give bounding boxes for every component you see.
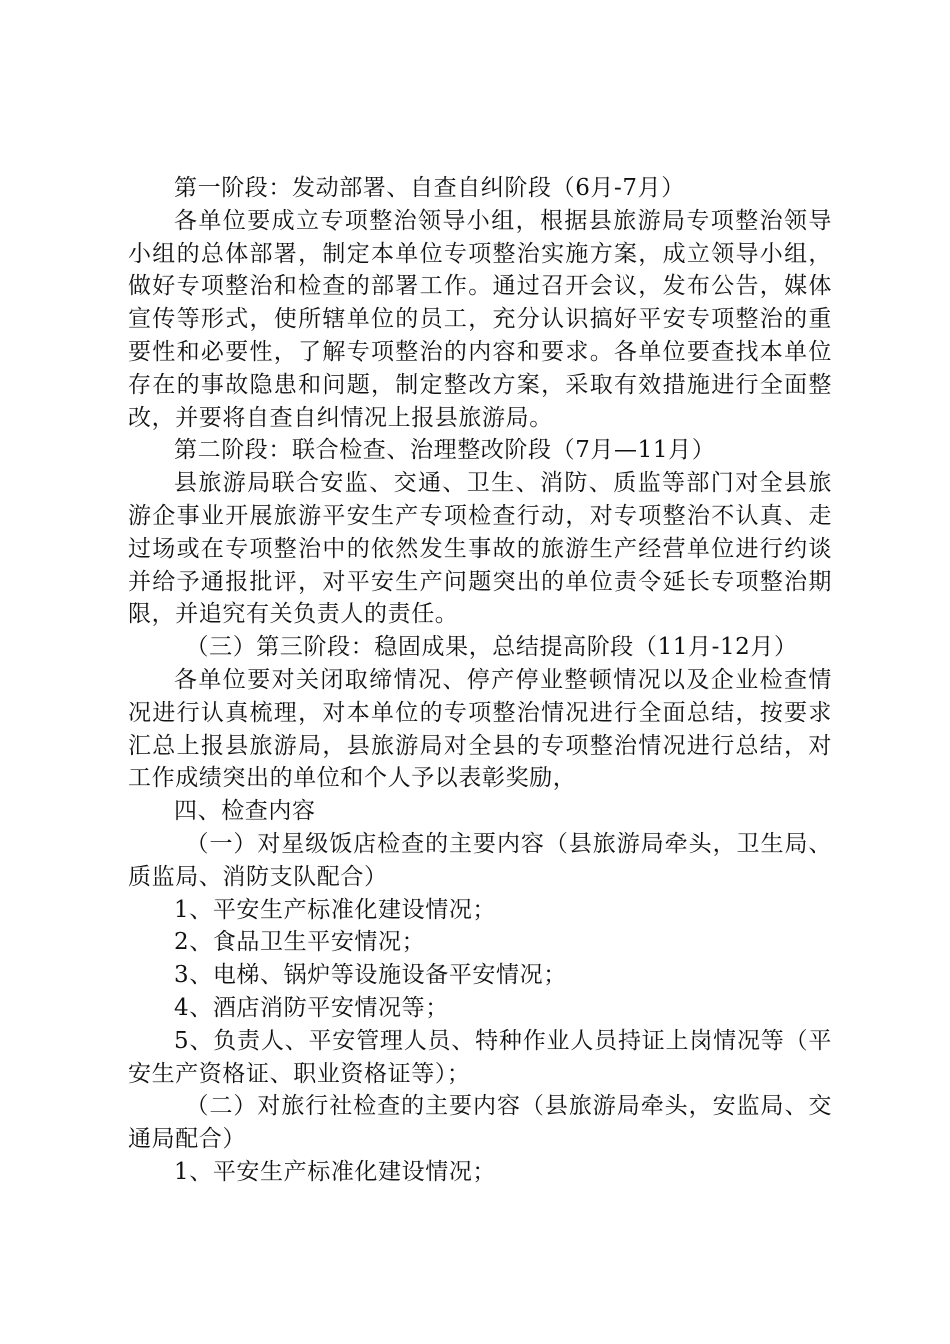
stage-one-body: 各单位要成立专项整治领导小组，根据县旅游局专项整治领导小组的总体部署，制定本单位专项整治实施方案，成立领导小组，做好专项整治和检查的部署工作。通过召开会议，发布公告，媒体宣传等形式，使所辖单位的员工，充分认识搞好平安专项整治的重要性和必要性，了解专项整治的内容和要求。各单位要查找本单位存在的事故隐患和问题，制定整改方案，采取有效措施进行全面整改，并要将自查自纠情况上报县旅游局。	[128, 207, 832, 431]
list-item: 3、电梯、锅炉等设施设备平安情况；	[174, 962, 567, 989]
list-item: 2、食品卫生平安情况；	[174, 929, 426, 956]
document-page	[128, 172, 832, 1189]
section-four-heading: 四、检查内容	[174, 798, 316, 825]
stage-three-heading: （三）第三阶段：稳固成果，总结提高阶段（11月-12月）	[185, 634, 798, 661]
list-item: 1、平安生产标准化建设情况；	[174, 896, 497, 923]
list-item: 5、负责人、平安管理人员、特种作业人员持证上岗情况等（平安生产资格证、职业资格证等）；	[128, 1027, 832, 1087]
list-item: 1、平安生产标准化建设情况；	[174, 1158, 497, 1185]
stage-one-heading: 第一阶段：发动部署、自查自纠阶段（6月-7月）	[174, 175, 685, 201]
travel-agency-inspection-heading: （二）对旅行社检查的主要内容（县旅游局牵头，安监局、交通局配合）	[128, 1093, 832, 1153]
stage-two-body: 县旅游局联合安监、交通、卫生、消防、质监等部门对全县旅游企事业开展旅游平安生产专项检查行动，对专项整治不认真、走过场或在专项整治中的依然发生事故的旅游生产经营单位进行约谈并给予通报批评，对平安生产问题突出的单位责令延长专项整治期限，并追究有关负责人的责任。	[128, 470, 832, 628]
stage-two-heading: 第二阶段：联合检查、治理整改阶段（7月—11月）	[174, 437, 716, 464]
stage-three-body: 各单位要对关闭取缔情况、停产停业整顿情况以及企业检查情况进行认真梳理，对本单位的专项整治情况进行全面总结，按要求汇总上报县旅游局，县旅游局对全县的专项整治情况进行总结，对工作成绩突出的单位和个人予以表彰奖励，	[128, 666, 832, 792]
list-item: 4、酒店消防平安情况等；	[174, 994, 449, 1021]
hotel-inspection-heading: （一）对星级饭店检查的主要内容（县旅游局牵头，卫生局、质监局、消防支队配合）	[128, 830, 832, 890]
